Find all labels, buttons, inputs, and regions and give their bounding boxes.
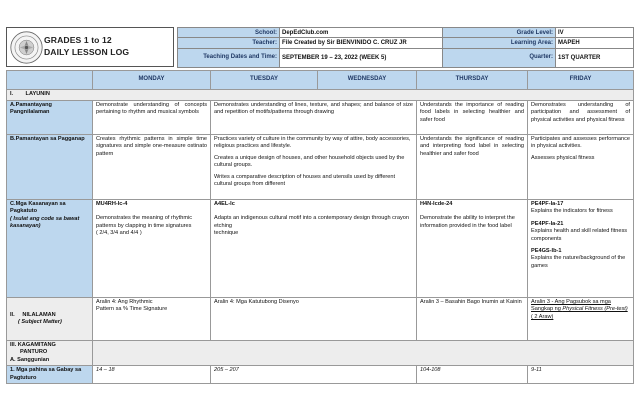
row-iii-label-2: PANTURO: [20, 349, 48, 356]
row-c-label-cell: [7, 200, 93, 298]
row-c-monday-code: MU4RH-Ic-4: [96, 201, 128, 207]
row-c-tuesday-code: A4EL-Ic: [214, 201, 235, 207]
dates-label: Teaching Dates and Time:: [178, 48, 280, 68]
title-box: [6, 27, 174, 67]
row-ii-thursday: Aralin 3 – Basahin Bago Inumin at Kainin: [417, 298, 528, 341]
row-c-friday-text-1: Explains the indicators for fitness: [531, 208, 613, 215]
grade-value: IV: [556, 28, 634, 38]
row-pamantayang-pangnilalaman: [7, 101, 634, 135]
row-pamantayan-sa-pagganap: [7, 135, 634, 200]
row-b-monday: Creates rhythmic patterns in simple time signatures and simple one-measure ostinato pattern: [93, 135, 211, 200]
row-a-friday: Demonstrates understanding of participation and assessment of physical activities and physical fitness: [528, 101, 634, 135]
quarter-value: 1ST QUARTER: [556, 48, 634, 68]
dates-value: SEPTEMBER 19 – 23, 2022 (WEEK 5): [280, 48, 443, 68]
row-c-thursday-text: Demonstrate the ability to interpret the information provided in the food label: [420, 215, 515, 229]
row-1-friday: 9-11: [528, 366, 634, 384]
row-c-tuesday: [211, 200, 417, 298]
day-header-monday: MONDAY: [93, 71, 211, 90]
grade-label: Grade Level:: [443, 28, 556, 38]
school-value: DepEdClub.com: [280, 28, 443, 38]
row-iii-label-3: A. Sanggunian: [10, 356, 50, 363]
area-label: Learning Area:: [443, 38, 556, 48]
info-grid: [177, 27, 634, 68]
row-gabay-sa-pagtuturo: [7, 366, 634, 384]
row-1-monday: 14 – 18: [93, 366, 211, 384]
row-b-tuesday-2: Creates a unique design of houses, and other household objects used by the cultural groups.: [214, 154, 405, 169]
row-1-label: 1. Mga pahina sa Gabay sa Pagtuturo: [7, 366, 93, 384]
quarter-label: Quarter:: [443, 48, 556, 68]
day-header-tuesday: TUESDAY: [211, 71, 318, 90]
day-header-thursday: THURSDAY: [417, 71, 528, 90]
row-a-tuesday: Demonstrates understanding of lines, texture, and shapes; and balance of size and repetition of motifs/patterns through drawing: [211, 101, 417, 135]
row-c-monday-text: Demonstrates the meaning of rhythmic patterns by clapping in time signatures ( 2/4, 3/4 and 4/4 ): [96, 215, 193, 237]
teacher-value: File Created by Sir BIENVINIDO C. CRUZ JR: [280, 38, 443, 48]
row-ii-monday: Aralin 4: Ang Rhythmic Pattern sa % Time Signature: [93, 298, 211, 341]
title-line-2: DAILY LESSON LOG: [44, 47, 130, 57]
day-header-row: [7, 71, 634, 90]
row-c-friday: [528, 200, 634, 298]
deped-seal-icon: [10, 31, 43, 64]
row-c-thursday: [417, 200, 528, 298]
row-b-tuesday: [211, 135, 417, 200]
row-a-thursday: Understands the importance of reading food labels in selecting healthier and safer food: [417, 101, 528, 135]
title-line-1: GRADES 1 to 12: [44, 35, 112, 45]
school-label: School:: [178, 28, 280, 38]
row-b-friday: [528, 135, 634, 200]
row-ii-label-cell: [7, 298, 93, 341]
row-c-friday-code-3: PE4GS-Ib-1: [531, 248, 562, 255]
header: [6, 27, 633, 68]
row-ii-friday-4: ( 2 Araw): [531, 313, 554, 320]
row-nilalaman: [7, 298, 634, 341]
section-layunin: [7, 90, 634, 101]
row-c-monday: [93, 200, 211, 298]
row-c-tuesday-text: Adapts an indigenous cultural motif into a contemporary design through crayon etching technique: [214, 215, 409, 237]
row-a-monday: Demonstrate understanding of concepts pertaining to rhythm and musical symbols: [93, 101, 211, 135]
row-c-friday-code-2: PE4PF-Ia-21: [531, 220, 564, 227]
row-ii-friday: [528, 298, 634, 341]
row-a-label: A.Pamantayang Pangnilalaman: [7, 101, 93, 135]
row-b-friday-1: Participates and assesses performance in physical activities.: [531, 136, 630, 150]
area-value: MAPEH: [556, 38, 634, 48]
row-ii-friday-1: Aralin 3 - Ang Pagsubok sa mga: [531, 299, 611, 305]
row-c-label: C.Mga Kasanayan sa Pagkatuto: [10, 201, 66, 215]
row-c-friday-code-1: PE4PF-Ia-17: [531, 201, 564, 207]
row-ii-label: II. NILALAMAN: [10, 311, 56, 318]
row-c-friday-text-3: Explains the nature/background of the games: [531, 255, 626, 269]
row-iii-label-1: III. KAGAMITANG: [10, 342, 56, 348]
row-1-thursday: 104-108: [417, 366, 528, 384]
row-c-friday-text-2: Explains health and skill related fitness components: [531, 228, 628, 242]
row-b-tuesday-1: Practices variety of culture in the community by way of attire, body accessories, religious practices and lifestyle.: [214, 136, 411, 150]
row-iii-fill: [93, 341, 634, 366]
row-b-friday-2: Assesses physical fitness: [531, 154, 595, 161]
row-kagamitang-panturo: [7, 341, 634, 366]
teacher-label: Teacher:: [178, 38, 280, 48]
row-b-thursday: Understands the significance of reading and interpreting food label in selecting healthier and safer food: [417, 135, 528, 200]
row-ii-friday-3: Physical Fitness (Pre-test): [562, 306, 628, 313]
row-b-label: B.Pamantayan sa Pagganap: [7, 135, 93, 200]
log-title: [44, 34, 129, 58]
row-kasanayan: [7, 200, 634, 298]
lesson-plan-grid: [6, 70, 634, 384]
row-b-tuesday-3: Writes a comparative description of houses and utensils used by different cultural groups from different: [214, 173, 396, 188]
row-iii-label-cell: [7, 341, 93, 366]
row-1-tuesday: 205 – 207: [211, 366, 417, 384]
corner-cell: [7, 71, 93, 90]
day-header-wednesday: WEDNESDAY: [318, 71, 417, 90]
row-c-thursday-code: H4N-Icde-24: [420, 201, 453, 207]
row-ii-sublabel: ( Subject Matter): [18, 319, 62, 325]
row-ii-tuesday: Aralin 4: Mga Katutubong Disenyo: [211, 298, 417, 341]
section-layunin-label: I. LAYUNIN: [7, 90, 634, 101]
day-header-friday: FRIDAY: [528, 71, 634, 90]
row-c-sublabel: ( Isulat ang code sa bawat kasanayan): [10, 215, 80, 230]
row-ii-friday-2: Sangkap ng: [531, 306, 563, 313]
